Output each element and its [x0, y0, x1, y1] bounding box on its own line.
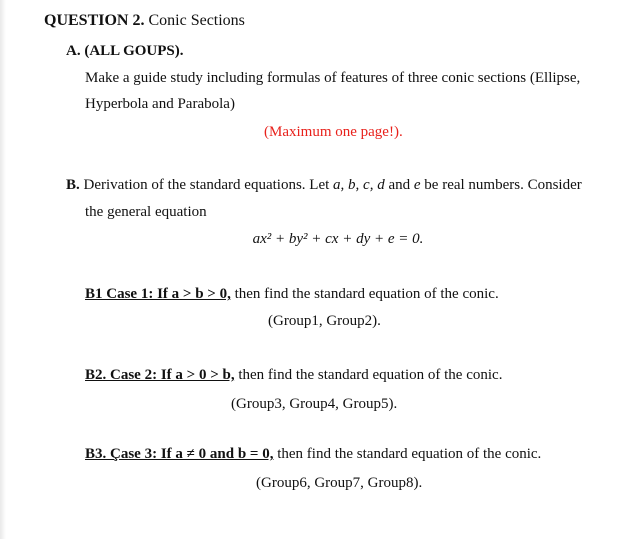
question-label: QUESTION 2. — [44, 12, 145, 29]
case-3-text: then find the standard equation of the conic. — [273, 446, 542, 462]
section-a-line-1: Make a guide study including formulas of features of three conic sections (Ellipse, — [85, 70, 581, 86]
case-3-groups: (Group6, Group7, Group8). — [256, 475, 423, 491]
case-1-groups: (Group1, Group2). — [268, 313, 381, 329]
case-1-text: then find the standard equation of the conic. — [230, 286, 499, 302]
case-2 — [85, 367, 502, 384]
case-2-label: B2. Case 2: If a > 0 > b, — [85, 367, 235, 383]
section-b-intro — [66, 177, 582, 194]
general-equation: ax² + by² + cx + dy + e = 0. — [252, 231, 424, 247]
case-1-label: B1 Case 1: If a > b > 0, — [85, 286, 231, 302]
case-3 — [85, 446, 541, 463]
question-title — [44, 12, 245, 30]
page-edge-shadow — [0, 0, 6, 539]
case-2-text: then find the standard equation of the conic. — [234, 367, 503, 383]
case-3-label: B3. Çase 3: If a ≠ 0 and b = 0, — [85, 446, 274, 462]
section-b-letter: B. — [66, 177, 80, 193]
section-b-and: and — [384, 177, 414, 193]
case-2-groups: (Group3, Group4, Group5). — [231, 396, 398, 412]
section-b-line-2: the general equation — [85, 204, 207, 220]
case-1 — [85, 286, 499, 303]
section-a-note: (Maximum one page!). — [264, 124, 403, 140]
question-topic: Conic Sections — [148, 12, 245, 29]
section-a-line-2: Hyperbola and Parabola) — [85, 96, 235, 112]
section-b-vars: a, b, c, d — [333, 177, 385, 193]
section-b-intro-end: be real numbers. Consider — [420, 177, 582, 193]
section-a-heading: A. (ALL GOUPS). — [66, 43, 184, 59]
section-b-var-e: e — [413, 177, 421, 193]
section-b-intro-text: Derivation of the standard equations. Let — [83, 177, 334, 193]
